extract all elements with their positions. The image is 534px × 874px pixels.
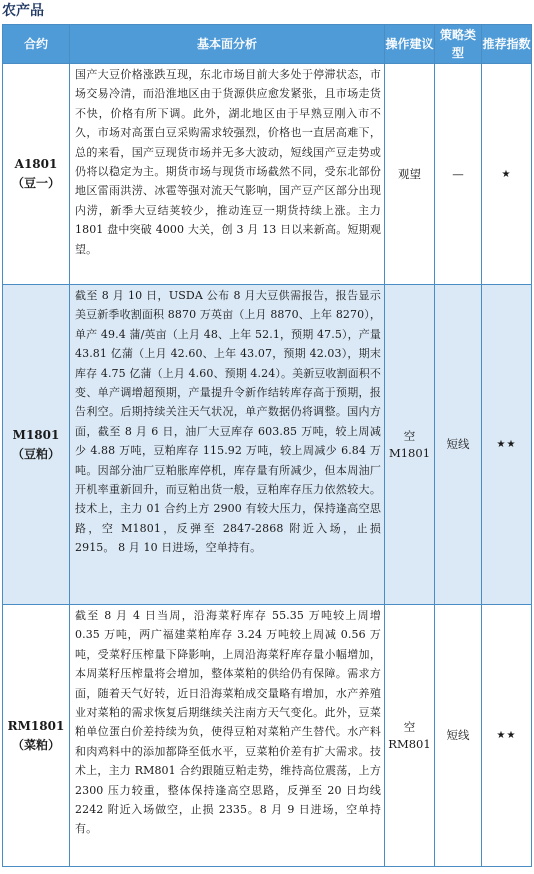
header-strategy: 策略类型 — [435, 25, 482, 64]
suggestion-cell — [385, 285, 435, 605]
rating-stars-icon: ★★ — [482, 285, 532, 605]
strategy-cell: — — [435, 64, 482, 285]
suggestion-target: M1801 — [388, 445, 431, 460]
rating-stars-icon: ★ — [482, 64, 532, 285]
contract-code: RM1801 — [7, 718, 65, 733]
header-suggestion: 操作建议 — [385, 25, 435, 64]
contract-code: A1801 — [14, 157, 58, 171]
contract-code: M1801 — [12, 427, 60, 442]
contract-name: （菜粕） — [11, 737, 60, 752]
analysis-cell: 截至 8 月 10 日，USDA 公布 8 月大豆供需报告，报告显示美豆新季收割面积 8870 万英亩（上月 8870、上年 8270），单产 49.4 蒲/英亩（上月 48、上年 52.1，预期 47.5），产量 43.81 亿蒲（上月 42.60、上年 43.07，预期 42.03），期末库存 4.75 亿蒲（上月 4.60、预期 4.24）。美新豆收割面积不变、单产调增超预期，产量提升令新作结转库存高于预期，报告利空。后期持续关注天气状况，单产数据仍将调整。国内方面，截至 8 月 6 日，油厂大豆库存 603.85 万吨，较上周减少 4.88 万吨，豆粕库存 115.92 万吨，较上周减少 6.84 万吨。因部分油厂豆粕胀库停机，库存量有所减少，但本周油厂开机率重新回升，而豆粕出货一般，豆粕库存压力依然较大。技术上，主力 01 合约上方 2900 有较大压力，保持逢高空思路，空 M1801，反弹至 2847-2868 附近入场，止损 2915。 8 月 10 日进场，空单持有。 — [70, 285, 385, 605]
rating-stars-icon: ★★ — [482, 605, 532, 867]
table-row — [3, 285, 532, 605]
contract-name: （豆粕） — [11, 446, 60, 461]
contract-cell — [3, 605, 70, 867]
suggestion-action: 空 — [403, 428, 416, 443]
analysis-cell: 截至 8 月 4 日当周，沿海菜籽库存 55.35 万吨较上周增 0.35 万吨，两广福建菜粕库存 3.24 万吨较上周减 0.56 万吨，受菜籽压榨量下降影响，上周沿海菜籽库存量小幅增加，本周菜籽压榨量将会增加，整体菜粕的供给仍有保障。需求方面，随着天气好转，近日沿海菜粕成交量略有增加，水产养殖业对菜粕的需求恢复后期继续关注南方天气变化。此外，豆菜粕单位蛋白价差持续为负，使得豆粕对菜粕产生替代。水产料和肉鸡料中的添加都降至低水平，豆菜粕价差有扩大需求。技术上，主力 RM801 合约跟随豆粕走势，维持高位震荡，上方 2300 压力较重，整体保持逢高空思路，反弹至 20 日均线 2242 附近入场做空，止损 2335。8 月 9 日进场，空单持有。 — [70, 605, 385, 867]
contract-cell — [3, 285, 70, 605]
suggestion-cell — [385, 64, 435, 285]
suggestion-action: 观望 — [398, 166, 421, 181]
table-header-row — [3, 25, 532, 64]
strategy-cell: 短线 — [435, 285, 482, 605]
analysis-cell: 国产大豆价格涨跌互现，东北市场目前大多处于停滞状态，市场交易冷清，而沿淮地区由于货源供应愈发紧张，且市场走货不快，价格有所下调。此外，湖北地区由于早熟豆刚入市不久，市场对高蛋白豆采购需求较强烈，价格也一直居高难下，总的来看，国产豆现货市场并无多大波动，短线国产豆走势或仍将以稳定为主。期货市场与现货市场截然不同，受东北部份地区雷雨洪涝、冰雹等强对流天气影响，国产豆产区部分出现内涝，新季大豆结荚较少，推动连豆一期货持续上涨。主力 1801 盘中突破 4000 大关，创 3 月 13 日以来新高。短期观望。 — [70, 64, 385, 285]
header-contract: 合约 — [3, 25, 70, 64]
header-analysis: 基本面分析 — [70, 25, 385, 64]
suggestion-target: RM801 — [388, 736, 431, 751]
section-title: 农产品 — [2, 3, 44, 19]
table-row — [3, 605, 532, 867]
contract-cell — [3, 64, 70, 285]
suggestion-cell — [385, 605, 435, 867]
header-rating: 推荐指数 — [482, 25, 532, 64]
table-row — [3, 64, 532, 285]
strategy-cell: 短线 — [435, 605, 482, 867]
suggestion-action: 空 — [403, 719, 416, 734]
agri-recommendation-table — [2, 24, 532, 867]
contract-name: （豆一） — [11, 176, 60, 190]
